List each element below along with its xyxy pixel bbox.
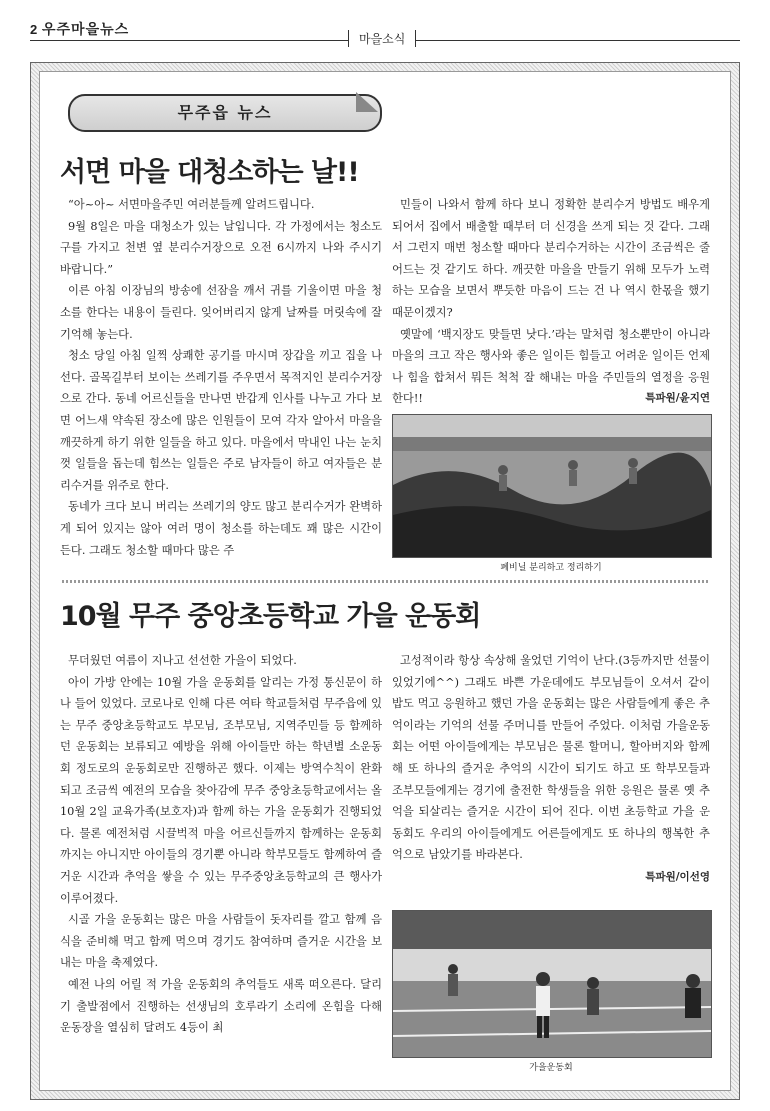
article2-right-column	[392, 650, 710, 889]
article1-title: 서면 마을 대청소하는 날!!	[60, 157, 359, 188]
article2-photo-caption: 가을운동회	[529, 1063, 573, 1073]
newspaper-logo: 우주마을뉴스	[42, 22, 130, 38]
paragraph	[392, 324, 710, 410]
page-header	[30, 18, 740, 48]
paragraph: 시골 가을 운동회는 많은 마을 사람들이 돗자리를 깔고 함께 음식을 준비해 먹고 함께 먹으며 경기도 참여하며 즐거운 시간을 보내는 마을 축제였다.	[60, 913, 382, 970]
paragraph: 청소 당일 아침 일찍 상쾌한 공기를 마시며 장갑을 끼고 집을 나선다. 골목길부터 보이는 쓰레기를 주우면서 목적지인 분리수거장으로 간다. 동네 어르신들을 만나면 반갑게 인사를 나누고 가다 보면 어느새 약속된 장소에 많은 인원들이 모여 각자 알아서 마을을 깨끗하게 하기 위한 일들을 하고 있다. 마을에서 막내인 나는 눈치껏 일들을 돕는데 힘쓰는 일들은 주로 남자들이 하고 여자들은 분리수거를 위주로 한다.	[60, 349, 382, 492]
section-label: 마을소식	[348, 30, 416, 47]
article2-left-column	[60, 650, 382, 1039]
paragraph: 아이 가방 안에는 10월 가을 운동회를 알리는 가정 통신문이 하나 들어 있었다. 코로나로 인해 다른 여타 학교들처럼 무주읍에 있는 무주 중앙초등학교도 부모님, 조부모님, 지역주민들 등 함께하던 운동회는 보류되고 예방을 위해 아이들만 하는 학년별 소운동회 정도로의 운동회로만 진행하곤 했다. 이제는 방역수칙이 완화되고 조금씩 예전의 모습을 찾아감에 무주 중앙초등학교에서는 올 10월 2일 교육가족(보호자)과 함께 하는 가을 운동회가 진행되었다. 물론 예전처럼 시끌벅적 마을 어르신들까지 함께하는 운동회까지는 아니지만 아이들의 경기뿐 아니라 학부모들도 함께하여 즐거운 시간과 추억을 쌓을 수 있는 무주중앙초등학교의 큰 행사가 이루어졌다.	[60, 675, 382, 905]
page-number: 2	[30, 22, 38, 37]
paragraph: 고성적이라 항상 속상해 울었던 기억이 난다.(3등까지만 선물이 있었기에^^) 그래도 바쁜 가운데에도 부모님들이 오셔서 같이 밥도 먹고 응원하고 했던 가을 운동회는 많은 사람들에게 좋은 추억이라는 기억의 선물 주머니를 만들어 주었다. 이처럼 가을운동회는 어떤 아이들에게는 부모님은 물론 할머니, 할아버지와 함께해 또 하나의 즐거운 추억의 시간이 되기도 하고 또 학부모들과 조부모들에게는 경기에 출전한 학생들을 위한 응원은 물론 옛 추억을 되살리는 즐거운 시간이 되어 진다. 이번 초등학교 가을 운동회도 우리의 아이들에게도 어른들에게도 또 하나의 행복한 추억으로 남았기를 바라본다.	[392, 654, 710, 862]
banner-curl-icon	[356, 92, 378, 112]
article1-reporter: 특파원/윤지연	[645, 392, 710, 405]
article-divider	[62, 580, 708, 583]
article1-photo	[392, 414, 712, 558]
paragraph: 9월 8일은 마을 대청소가 있는 날입니다. 각 가정에서는 청소도구를 가지고 천변 옆 분리수거장으로 오전 6시까지 나와 주시기 바랍니다.”	[60, 219, 382, 276]
article2-title: 10월 무주 중앙초등학교 가을 운동회	[60, 601, 481, 632]
content-area	[39, 71, 731, 1091]
content-frame	[30, 62, 740, 1100]
sports-day-photo-icon	[393, 911, 711, 1057]
paragraph: 이른 아침 이장님의 방송에 선잠을 깨서 귀를 기울이면 마을 청소를 한다는 내용이 들린다. 잊어버리지 않게 날짜를 머릿속에 잘 기억해 놓는다.	[60, 284, 382, 341]
reporter-line	[392, 866, 710, 889]
paragraph: 민들이 나와서 함께 하다 보니 정확한 분리수거 방법도 배우게 되어서 집에서 배출할 때부터 더 신경을 쓰게 되는 것 같다. 그래서 그런지 매번 청소할 때마다 분리수거하는 시간이 조금씩은 줄어드는 것 같기도 하다. 깨끗한 마을을 만들기 위해 모두가 노력하는 모습을 보면서 뿌듯한 마음이 드는 건 나 역시 한몫을 했기 때문이겠지?	[392, 198, 710, 319]
paragraph-text: 옛말에 ‘백지장도 맞들면 낫다.’라는 말처럼 청소뿐만이 아니라 마을의 크고 작은 행사와 좋은 일이든 힘들고 어려운 일이든 언제나 힘을 합쳐서 뭐든 척척 잘 해내는 마을 주민들의 열정을 응원한다!!	[392, 327, 710, 406]
paragraph: “아~아~ 서면마을주민 여러분들께 알려드립니다.	[68, 198, 315, 211]
article1-right-column	[392, 194, 710, 410]
article1-photo-caption: 폐비닐 분리하고 정리하기	[500, 563, 602, 573]
article2-photo	[392, 910, 712, 1058]
article1-left-column	[60, 194, 382, 561]
paragraph: 동네가 크다 보니 버리는 쓰레기의 양도 많고 분리수거가 완벽하게 되어 있지는 않아 여러 명이 청소를 하는데도 꽤 많은 시간이 든다. 그래도 청소할 때마다 많은 주	[60, 500, 382, 557]
vinyl-sorting-photo-icon	[393, 415, 711, 557]
paragraph: 무더웠던 여름이 지나고 선선한 가을이 되었다.	[68, 654, 297, 667]
section-banner: 무주읍 뉴스	[68, 94, 382, 132]
article2-reporter: 특파원/이선영	[645, 870, 710, 883]
paragraph: 예전 나의 어릴 적 가을 운동회의 추억들도 새록 떠오른다. 달리기 출발점에서 진행하는 선생님의 호루라기 소리에 온힘을 다해 운동장을 열심히 달려도 4등이 최	[60, 977, 382, 1035]
